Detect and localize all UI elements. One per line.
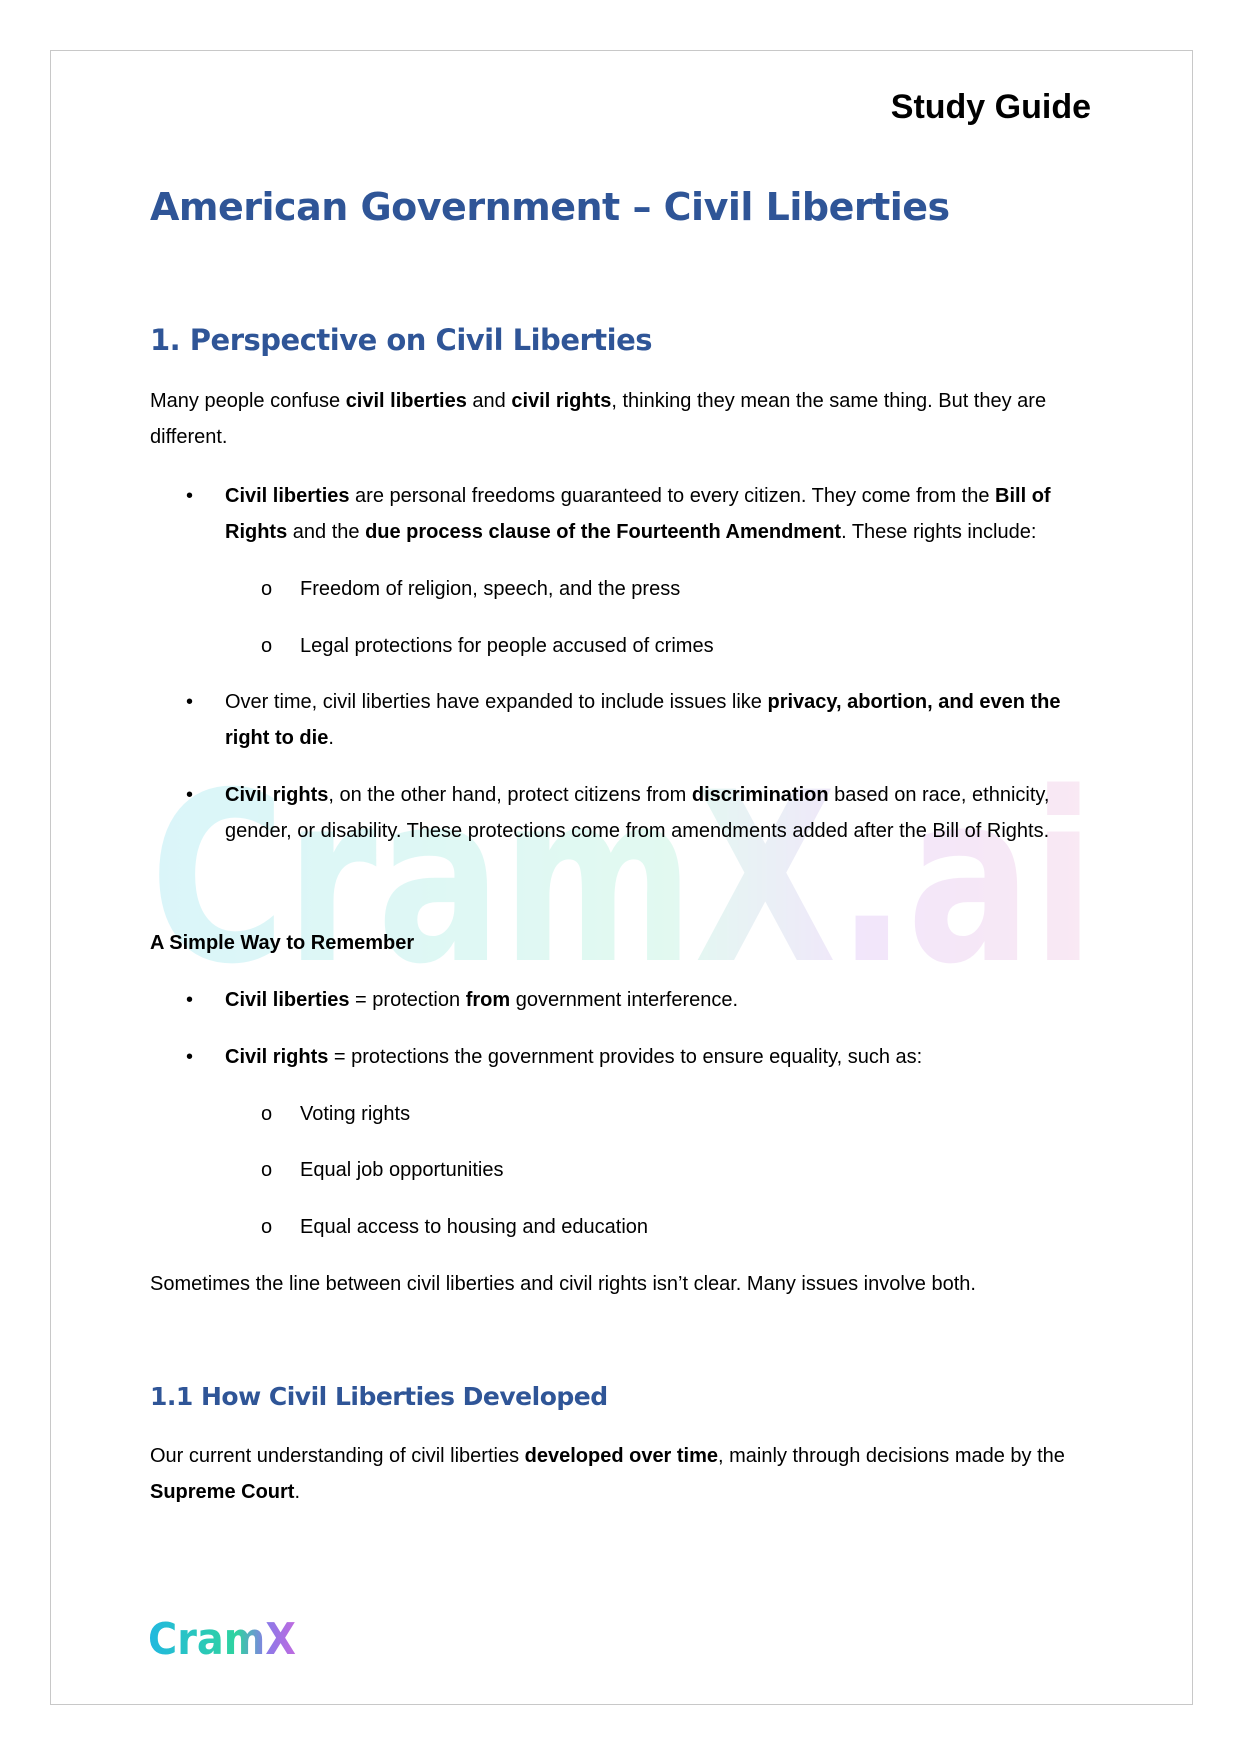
sub-list-item: o Equal job opportunities [150, 1152, 1090, 1188]
document-title: American Government – Civil Liberties [150, 185, 950, 229]
sub-bullet-marker: o [261, 1103, 273, 1125]
sub-list-item: o Legal protections for people accused of crimes [150, 628, 1090, 664]
sub-bullet-marker: o [261, 1159, 273, 1181]
sub-list-item: o Equal access to housing and education [150, 1209, 1090, 1245]
list-item [150, 478, 1090, 550]
bullet-marker: • [186, 691, 194, 713]
sub-bullet-marker: o [261, 635, 273, 657]
remember-heading: A Simple Way to Remember [150, 932, 415, 954]
section-1-1-paragraph: Our current understanding of civil liberties developed over time, mainly through decisions made by the Supreme Court. [150, 1445, 1065, 1503]
bullet-marker: • [186, 485, 194, 507]
section-1-heading: 1. Perspective on Civil Liberties [150, 323, 653, 357]
list-item-text: Civil rights, on the other hand, protect citizens from discrimination based on race, ethnicity, gender, or disability. These protections come from amendments added after the Bill of Rights. [225, 784, 1050, 842]
sub-bullet-marker: o [261, 1216, 273, 1238]
list-item-text: Over time, civil liberties have expanded to include issues like privacy, abortion, and even the right to die. [225, 691, 1061, 749]
header-label: Study Guide [890, 88, 1091, 126]
section-1-1-heading: 1.1 How Civil Liberties Developed [150, 1382, 608, 1411]
list-item [150, 684, 1090, 756]
sub-list-item: o Freedom of religion, speech, and the press [150, 571, 1090, 607]
list-item [150, 982, 1090, 1018]
list-item-text: Civil liberties are personal freedoms guaranteed to every citizen. They come from the Bill of Rights and the due process clause of the Fourteenth Amendment. These rights include: [225, 485, 1051, 543]
sub-list-item: o Voting rights [150, 1096, 1090, 1132]
logo-text: CramX [148, 1614, 297, 1664]
list-item-text: Civil liberties = protection from government interference. [225, 989, 739, 1011]
bullet-marker: • [186, 1046, 194, 1068]
bullet-marker: • [186, 989, 194, 1011]
bullet-marker: • [186, 784, 194, 806]
list-item [150, 777, 1090, 849]
list-item-text: Civil rights = protections the government provides to ensure equality, such as: [225, 1046, 923, 1068]
cramx-logo [148, 1612, 298, 1664]
intro-paragraph: Many people confuse civil liberties and civil rights, thinking they mean the same thing. But they are different. [150, 390, 1047, 448]
sub-bullet-marker: o [261, 578, 273, 600]
closing-paragraph: Sometimes the line between civil liberties and civil rights isn’t clear. Many issues involve both. [150, 1273, 976, 1295]
list-item [150, 1039, 1090, 1075]
